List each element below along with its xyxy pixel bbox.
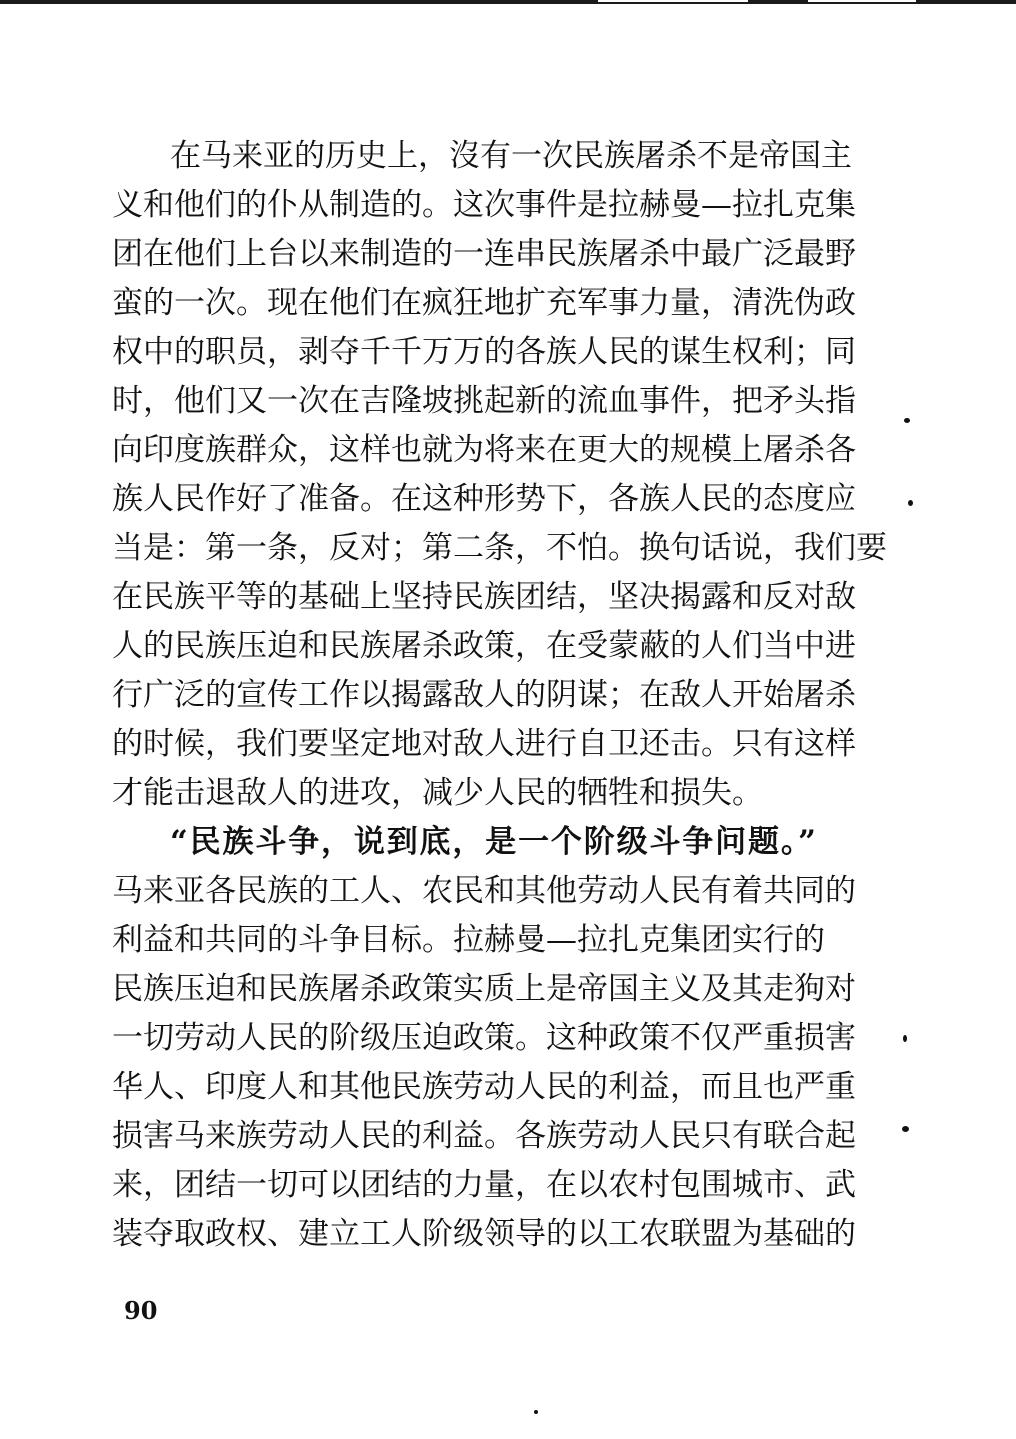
text-line: 团在他们上台以来制造的一连串民族屠杀中最广泛最野 [112,236,856,272]
text-line: 当是：第一条，反对；第二条，不怕。换句话说，我们要 [112,530,887,566]
text-line: 时，他们又一次在吉隆坡挑起新的流血事件，把矛头指 [112,383,856,419]
text-line: 在民族平等的基础上坚持民族团结，坚决揭露和反对敌 [112,579,856,615]
text-line: 利益和共同的斗争目标。拉赫曼—拉扎克集团实行的 [112,922,825,958]
scan-speck [902,1126,909,1132]
top-border-gap [808,0,916,2]
body-text [112,132,887,1259]
text-line: 一切劳动人民的阶级压迫政策。这种政策不仅严重损害 [112,1020,856,1056]
text-line: 马来亚各民族的工人、农民和其他劳动人民有着共同的 [112,873,856,909]
text-line: 权中的职员，剥夺千千万万的各族人民的谋生权利；同 [112,334,856,370]
page-number: 90 [124,1296,158,1325]
text-line: 人的民族压迫和民族屠杀政策，在受蒙蔽的人们当中进 [112,628,856,664]
text-line: 蛮的一次。现在他们在疯狂地扩充军事力量，清洗伪政 [112,285,856,321]
scan-speck [904,418,910,423]
text-line: 的时候，我们要坚定地对敌人进行自卫还击。只有这样 [112,726,856,762]
scan-speck [534,1410,538,1414]
quote-line: “民族斗争，说到底，是一个阶级斗争问题。” [170,824,816,860]
top-border-gap [598,0,748,2]
text-line: 在马来亚的历史上，沒有一次民族屠杀不是帝国主 [170,138,852,174]
scan-speck [903,1035,907,1042]
text-line: 华人、印度人和其他民族劳动人民的利益，而且也严重 [112,1069,856,1105]
text-line: 民族压迫和民族屠杀政策实质上是帝国主义及其走狗对 [112,971,856,1007]
text-line: 来，团结一切可以团结的力量，在以农村包围城市、武 [112,1167,856,1203]
text-line: 损害马来族劳动人民的利益。各族劳动人民只有联合起 [112,1118,856,1154]
text-line: 义和他们的仆从制造的。这次事件是拉赫曼—拉扎克集 [112,187,856,223]
text-line: 行广泛的宣传工作以揭露敌人的阴谋；在敌人开始屠杀 [112,677,856,713]
text-line: 装夺取政权、建立工人阶级领导的以工农联盟为基础的 [112,1216,856,1252]
text-line: 才能击退敌人的进攻，减少人民的牺牲和损失。 [112,775,763,811]
text-line: 向印度族群众，这样也就为将来在更大的规模上屠杀各 [112,432,856,468]
scan-speck [908,500,913,506]
text-line: 族人民作好了准备。在这种形势下，各族人民的态度应 [112,481,856,517]
